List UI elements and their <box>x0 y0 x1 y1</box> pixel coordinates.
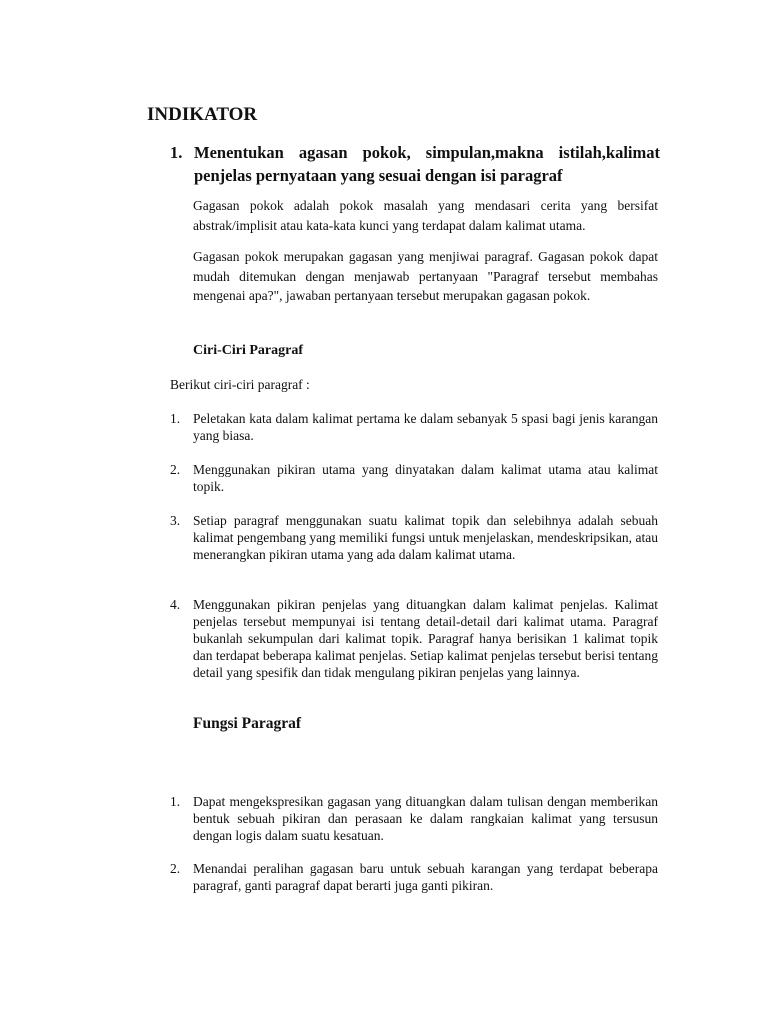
list-item-text: Setiap paragraf menggunakan suatu kalimat topik dan selebihnya adalah sebuah kalimat pengembang yang memiliki fungsi untuk menjelaskan, mendeskripsikan, atau menerangkan pikiran utama yang ada dalam kalimat utama. <box>193 513 658 562</box>
ciri-section-intro: Berikut ciri-ciri paragraf : <box>170 377 310 392</box>
list-item-number: 1. <box>170 794 181 809</box>
list-item-number: 2. <box>170 462 181 477</box>
paragraph-gagasan-definition: Gagasan pokok adalah pokok masalah yang mendasari cerita yang bersifat abstrak/implisit atau kata-kata kunci yang terdapat dalam kalimat utama. <box>193 198 658 233</box>
list-item-text: Dapat mengekspresikan gagasan yang dituangkan dalam tulisan dengan memberikan bentuk sebuah pikiran dan perasaan ke dalam rangkaian kalimat yang tersusun dengan logis dalam suatu kesatuan. <box>193 794 658 843</box>
fungsi-section-heading: Fungsi Paragraf <box>193 715 302 732</box>
indicator-number: 1. <box>170 143 183 162</box>
list-item-number: 1. <box>170 411 181 426</box>
list-item-number: 2. <box>170 861 181 876</box>
list-item-number: 3. <box>170 513 181 528</box>
paragraph-gagasan-explanation: Gagasan pokok merupakan gagasan yang menjiwai paragraf. Gagasan pokok dapat mudah ditemukan dengan menjawab pertanyaan "Paragraf tersebut membahas mengenai apa?", jawaban pertanyaan tersebut merupakan gagasan pokok. <box>193 249 658 304</box>
list-item-text: Menggunakan pikiran penjelas yang dituangkan dalam kalimat penjelas. Kalimat penjelas tersebut mempunyai isi tentang detail-detail dari kalimat utama. Paragraf bukanlah sekumpulan dari kalimat topik. Paragraf hanya berisikan 1 kalimat topik dan terdapat beberapa kalimat penjelas. Setiap kalimat penjelas tersebut berisi tentang detail yang spesifik dan tidak mengulang pikiran penjelas yang lainnya. <box>193 597 658 680</box>
list-item-text: Menggunakan pikiran utama yang dinyatakan dalam kalimat utama atau kalimat topik. <box>193 462 658 494</box>
ciri-section-heading: Ciri-Ciri Paragraf <box>193 343 304 358</box>
list-item-number: 4. <box>170 597 181 612</box>
document-title: INDIKATOR <box>147 104 258 125</box>
list-item-text: Peletakan kata dalam kalimat pertama ke dalam sebanyak 5 spasi bagi jenis karangan yang biasa. <box>193 411 658 443</box>
indicator-text: Menentukan agasan pokok, simpulan,makna istilah,kalimat penjelas pernyataan yang sesuai dengan isi paragraf <box>194 143 660 185</box>
list-item-text: Menandai peralihan gagasan baru untuk sebuah karangan yang terdapat beberapa paragraf, ganti paragraf dapat berarti juga ganti pikiran. <box>193 861 658 893</box>
